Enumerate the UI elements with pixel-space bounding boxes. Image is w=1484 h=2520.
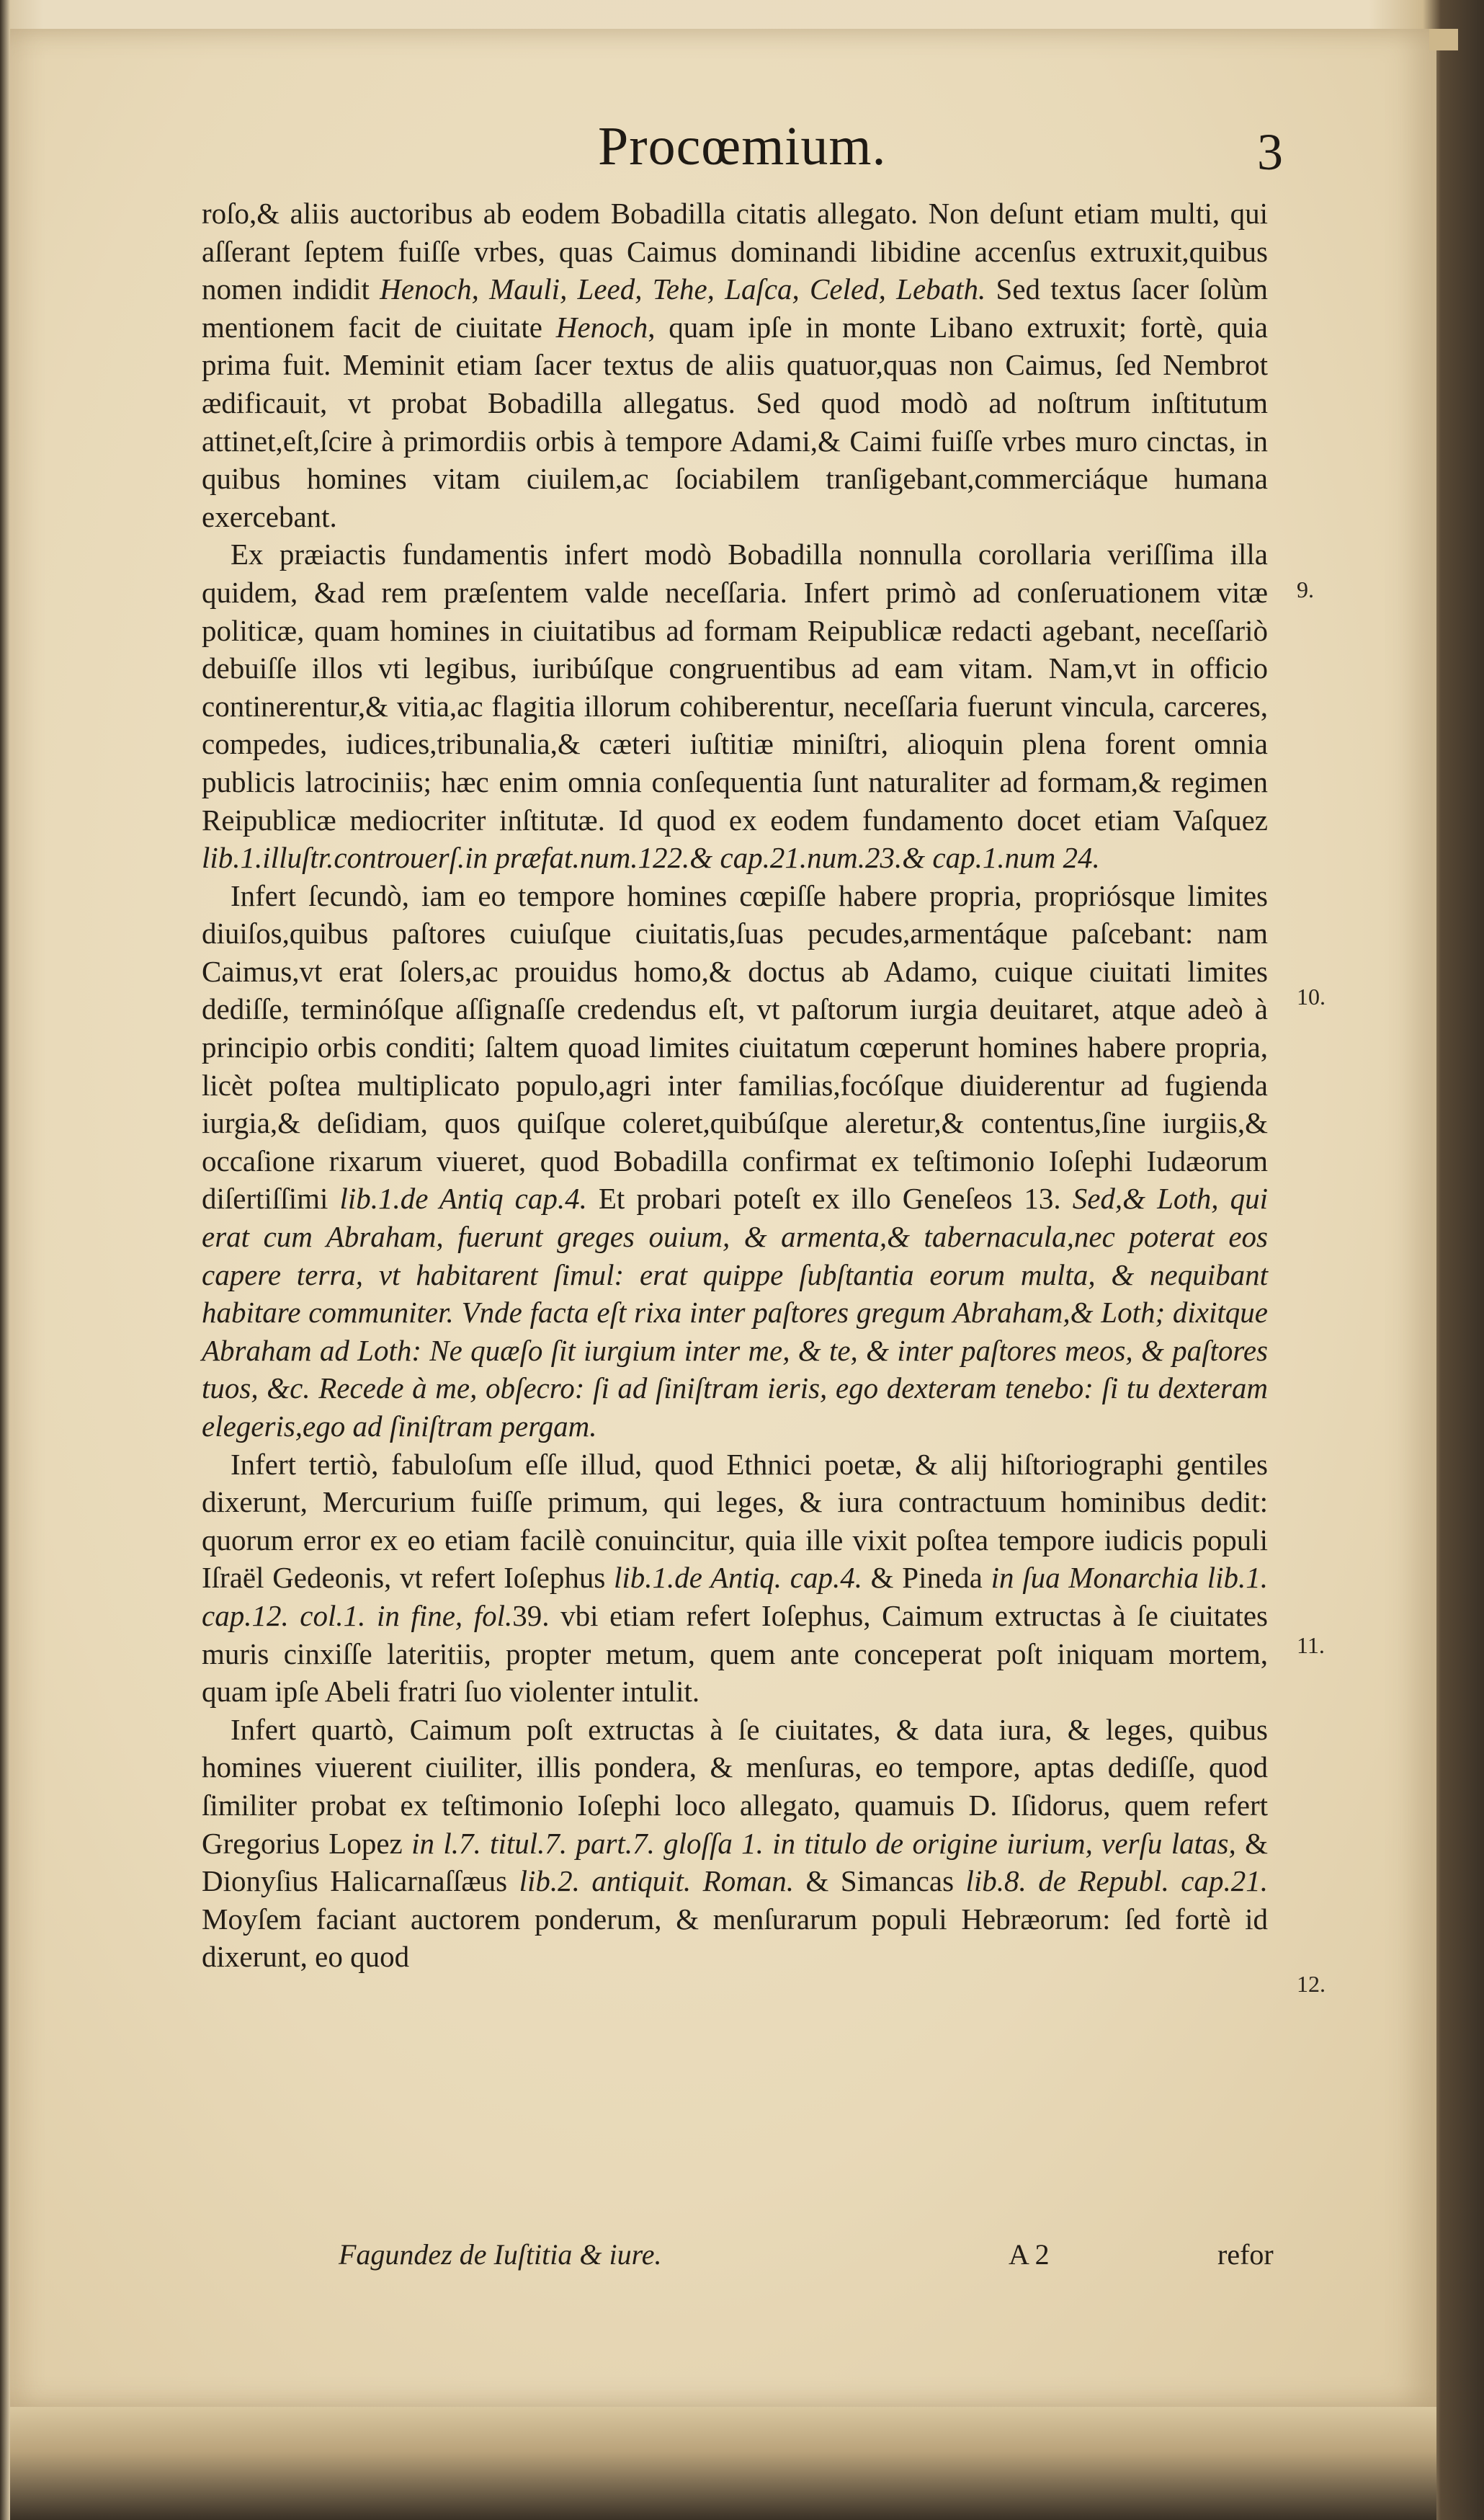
citation-text: Henoch, Mauli, Leed, Tehe, Laſca, Celed, Lebath. (380, 272, 986, 306)
paragraph-text: , quam ipſe in monte Libano extruxit; fortè, quia prima fuit. Meminit etiam ſacer textus de aliis quatuor,quas non Caimus, ſed Nembrot ædificauit, vt probat Bobadilla allegatus. Sed quod modò ad noſtrum inſtitutum attinet,eſt,ſcire à primordiis orbis à tempore Adami,& Caimi fuiſſe vrbes muro cinctas, in quibus homines vitam ciuilem,ac ſociabilem tranſigebant,commerciáque humana exercebant. (202, 310, 1268, 533)
paragraph (202, 535, 1268, 876)
paragraph-text: Et probari poteſt ex illo Geneſeos 13. (586, 1182, 1073, 1216)
footer-title: Fagundez de Iuſtitia & iure. (339, 2238, 662, 2271)
citation-text: in ſua Monarchia lib.1. cap.12. col.1. in fine, fol. (202, 1561, 1269, 1632)
margin-number: 11. (1297, 1632, 1325, 1658)
catchword: refor (1217, 2238, 1274, 2271)
paragraph-text: & Dionyſius Halicarnaſſæus (202, 1826, 1268, 1898)
paragraph-text: Ex præiactis fundamentis infert modò Bobadilla nonnulla corollaria veriſſima illa quidem, &ad rem præſentem valde neceſſaria. Infert primò ad conſeruationem vitæ politicæ, quam homines in ciuitatibus ad formam Reipublicæ redacti agebant, neceſſariò debuiſſe illos vti legibus, iuribúſque congruentibus ad eam vitam. Nam,vt in officio continerentur,& vitia,ac flagitia illorum cohiberentur, neceſſaria fuerunt vincula, carceres, compedes, iudices,tribunalia,& cæteri iuſtitiæ miniſtri, alioquin plena forent omnia publicis latrociniis; hæc enim omnia conſequentia ſunt naturaliter ad formam,& regimen Reipublicæ mediocriter inſtitutæ. Id quod ex eodem fundamento docet etiam Vaſquez (202, 538, 1268, 837)
paragraph-text: 39. vbi etiam refert Ioſephus, Caimum extructas à ſe ciuitates muris cinxiſſe lateritiis, propter metum, quem ante conceperat poſt iniquam mortem, quam ipſe Abeli fratri ſuo violenter intulit. (202, 1598, 1268, 1709)
margin-number: 12. (1297, 1971, 1326, 1997)
page-number: 3 (1257, 123, 1283, 181)
page-edge-tab (1429, 29, 1458, 50)
citation-text: in l.7. titul.7. part.7. gloſſa 1. in titulo de origine iurium, verſu latas, (411, 1826, 1236, 1860)
citation-text: lib.2. antiquit. Roman. (519, 1864, 795, 1898)
paragraph-text: Infert ſecundò, iam eo tempore homines cœpiſſe habere propria, propriósque limites diuiſos,quibus paſtores cuiuſque ciuitatis,ſuas pecudes,armentáque paſcebant: nam Caimus,vt erat ſolers,ac prouidus homo,& doctus ab Adamo, cuique ciuitati limites dediſſe, terminóſque aſſignaſſe credendus eſt, vt paſtorum iurgia deuitaret, atque adeò à principio orbis conditi; ſaltem quoad limites ciuitatum cœperunt homines habere propria, licèt poſtea multiplicato populo,agri inter familias,focóſque diuiderentur ad fugienda iurgia,& deſidiam, quos quiſque coleret,quibúſque aleretur,& contentus,ſine iurgiis,& occaſione rixarum viueret, quod Bobadilla confirmat ex teſtimonio Ioſephi Iudæorum diſertiſſimi (202, 878, 1268, 1216)
signature-mark: A 2 (1009, 2238, 1050, 2271)
paragraph-text: Infert quartò, Caimum poſt extructas à ſe ciuitates, & data iura, & leges, quibus homines viuerent ciuiliter, illis pondera, & menſuras, eo tempore, aptas dediſſe, quod ſimiliter probat ex teſtimonio Ioſephi loco allegato, quamuis D. Iſidorus, quem refert Gregorius Lopez (202, 1712, 1268, 1860)
citation-text: lib.1.de Antiq cap.4. (339, 1182, 587, 1216)
paragraph (202, 195, 1268, 535)
citation-text: lib.8. de Republ. cap.21. (965, 1864, 1268, 1898)
paragraph-text: Sed textus ſacer ſolùm mentionem facit de ciuitate (202, 272, 1269, 344)
citation-text: Sed,& Loth, qui erat cum Abraham, fuerunt greges ouium, & armenta,& tabernacula,nec poterat eos capere terra, vt habitarent ſimul: erat quippe ſubſtantia eorum multa, & nequibant habitare communiter. Vnde facta eſt rixa inter paſtores gregum Abraham,& Loth; dixitque Abraham ad Loth: Ne quæſo ſit iurgium inter me, & te, & inter paſtores meos, & paſtores tuos, &c. Recede à me, obſecro: ſi ad ſiniſtram ieris, ego dexteram tenebo: ſi tu dexteram elegeris,ego ad ſiniſtram pergam. (202, 1182, 1268, 1443)
citation-text: lib.1.illuſtr.controuerſ.in præfat.num.122.& cap.21.num.23.& cap.1.num 24. (202, 841, 1100, 875)
running-head: Procœmium. (598, 116, 887, 177)
paragraph (202, 1446, 1268, 1711)
citation-text: lib.1.de Antiq. cap.4. (614, 1561, 862, 1595)
paragraph (202, 1711, 1268, 1976)
paragraph-text: & Pineda (862, 1561, 991, 1595)
margin-number: 10. (1297, 984, 1326, 1010)
citation-text: Henoch (555, 310, 648, 344)
paragraph-text: Moyſem faciant auctorem ponderum, & menſurarum populi Hebræorum: ſed fortè id dixerunt, eo quod (202, 1902, 1268, 1974)
body-text (202, 195, 1268, 1976)
paragraph (202, 877, 1268, 1446)
paragraph-text: & Simancas (794, 1864, 966, 1898)
paragraph-text: Infert tertiò, fabuloſum eſſe illud, quod Ethnici poetæ, & alij hiſtoriographi gentiles dixerunt, Mercurium fuiſſe primum, qui leges, & iura contractuum hominibus dedit: quorum error ex eo etiam facilè conuincitur, quia ille vixit poſtea tempore iudicis populi Iſraël Gedeonis, vt refert Ioſephus (202, 1447, 1268, 1595)
paragraph-text: roſo,& aliis auctoribus ab eodem Bobadilla citatis allegato. Non deſunt etiam multi, qui aſſerant ſeptem fuiſſe vrbes, quas Caimus dominandi libidine accenſus extruxit,quibus nomen indidit (202, 197, 1268, 306)
margin-number: 9. (1297, 576, 1314, 602)
page-bottom-edge (10, 2407, 1436, 2520)
